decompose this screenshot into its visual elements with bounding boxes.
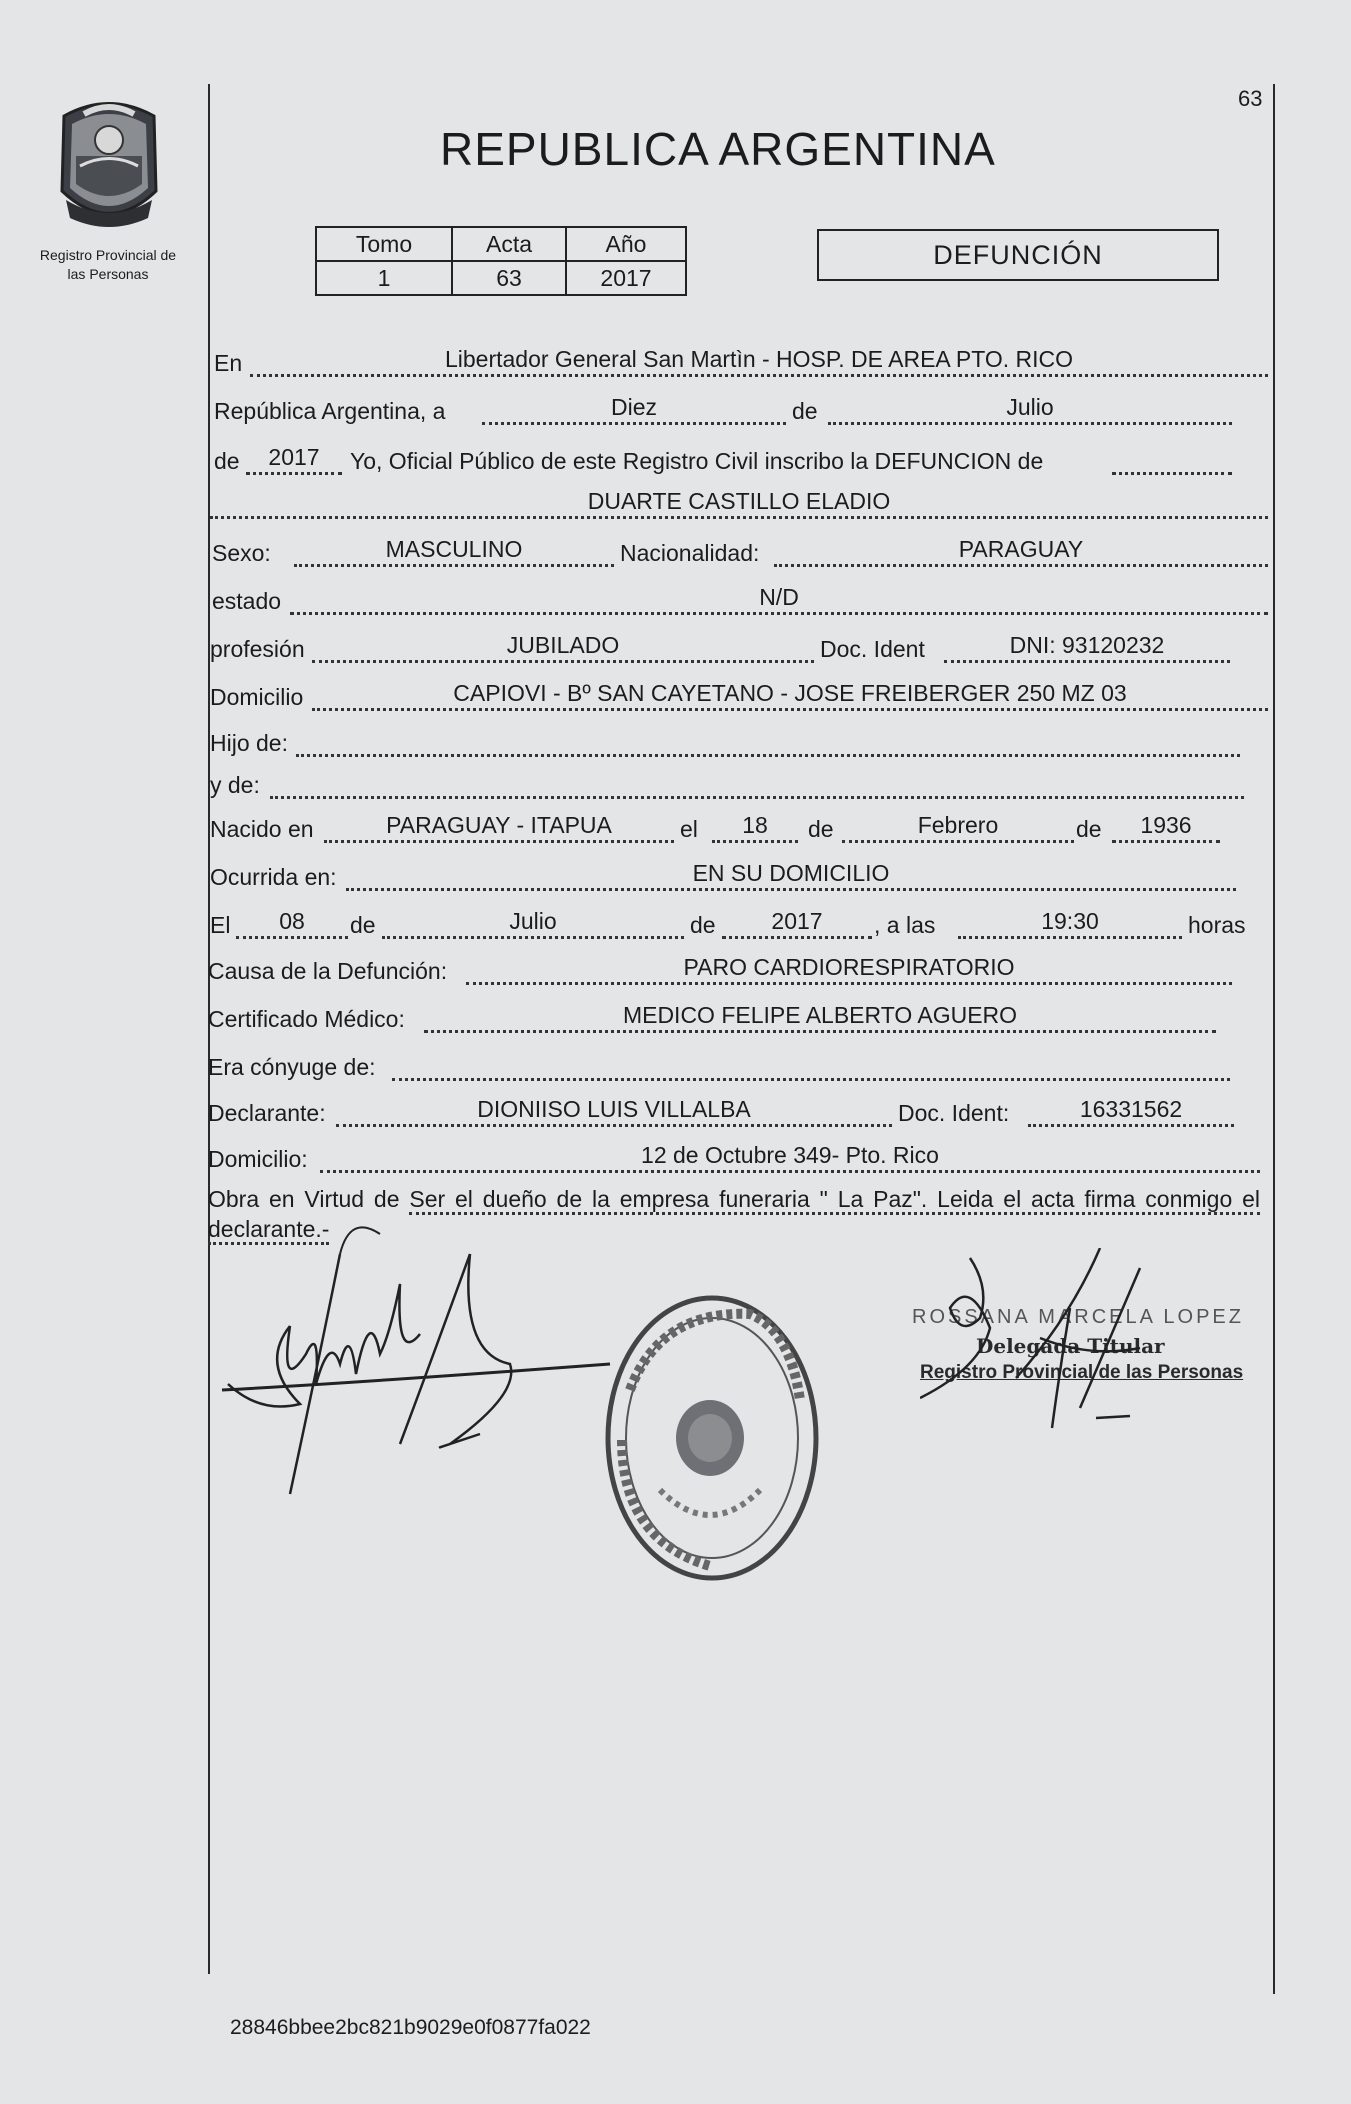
label-de-def-2: de xyxy=(690,912,716,938)
field-hijo-de xyxy=(296,724,1240,757)
field-y-de xyxy=(270,766,1244,799)
label-el: el xyxy=(680,816,698,842)
field-hora-defuncion: 19:30 xyxy=(958,906,1182,939)
page-title: REPUBLICA ARGENTINA xyxy=(440,123,996,175)
record-header-tomo: Tomo xyxy=(316,227,452,261)
label-de-1: de xyxy=(808,816,834,842)
field-doc-ident: DNI: 93120232 xyxy=(944,630,1230,663)
label-estado: estado xyxy=(212,588,282,614)
label-nacionalidad: Nacionalidad: xyxy=(620,540,760,566)
field-estado: N/D xyxy=(290,582,1268,615)
label-conyuge: Era cónyuge de: xyxy=(208,1054,376,1080)
registry-seal-icon xyxy=(600,1290,822,1586)
officer-signature xyxy=(920,1248,1220,1438)
field-ocurrida: EN SU DOMICILIO xyxy=(346,858,1236,891)
label-domicilio: Domicilio xyxy=(210,684,304,710)
obra-prefix: Obra en Virtud de xyxy=(208,1186,410,1212)
label-declarante: Declarante: xyxy=(208,1100,326,1126)
label-de-2: de xyxy=(1076,816,1102,842)
label-republica: República Argentina, a xyxy=(214,398,446,424)
registry-name xyxy=(18,246,198,284)
label-y-de: y de: xyxy=(210,772,260,798)
right-margin-line xyxy=(1273,84,1275,1994)
field-dia: Diez xyxy=(482,392,786,425)
field-certificado: MEDICO FELIPE ALBERTO AGUERO xyxy=(424,1000,1216,1033)
record-value-anio: 2017 xyxy=(566,261,686,295)
officer-name: ROSSANA MARCELA LOPEZ xyxy=(912,1306,1244,1328)
field-anio-nacimiento: 1936 xyxy=(1112,810,1220,843)
officer-organization: Registro Provincial de las Personas xyxy=(920,1362,1244,1383)
field-anio: 2017 xyxy=(246,442,342,475)
page-number: 63 xyxy=(1238,86,1263,111)
field-deceased-name: DUARTE CASTILLO ELADIO xyxy=(210,486,1268,519)
label-horas: horas xyxy=(1188,912,1246,938)
field-conyuge xyxy=(392,1048,1230,1081)
label-el-def: El xyxy=(210,912,231,938)
field-mes-nacimiento: Febrero xyxy=(842,810,1074,843)
label-de-anio: de xyxy=(214,448,240,474)
registry-name-line-2: las Personas xyxy=(67,266,149,282)
field-causa: PARO CARDIORESPIRATORIO xyxy=(466,952,1232,985)
declarant-signature xyxy=(220,1214,640,1504)
label-a-las: , a las xyxy=(874,912,936,938)
document-hash: 28846bbee2bc821b9029e0f0877fa022 xyxy=(230,2016,591,2039)
misiones-coat-of-arms-icon xyxy=(44,96,174,236)
officer-role: Delegada Titular xyxy=(976,1334,1165,1358)
field-mes-defuncion: Julio xyxy=(382,906,684,939)
label-domicilio-declarante: Domicilio: xyxy=(208,1146,308,1172)
field-mes: Julio xyxy=(828,392,1232,425)
record-header-anio: Año xyxy=(566,227,686,261)
act-type-box: DEFUNCIÓN xyxy=(817,229,1219,281)
record-value-tomo: 1 xyxy=(316,261,452,295)
label-sexo: Sexo: xyxy=(212,540,271,566)
field-anio-defuncion: 2017 xyxy=(722,906,872,939)
registry-name-line-1: Registro Provincial de xyxy=(39,247,177,263)
field-dia-nacimiento: 18 xyxy=(712,810,798,843)
field-dia-defuncion: 08 xyxy=(236,906,348,939)
record-header-acta: Acta xyxy=(452,227,566,261)
label-profesion: profesión xyxy=(210,636,305,662)
field-en: Libertador General San Martìn - HOSP. DE AREA PTO. RICO xyxy=(250,344,1268,377)
label-nacido-en: Nacido en xyxy=(210,816,314,842)
field-lugar-nacimiento: PARAGUAY - ITAPUA xyxy=(324,810,674,843)
label-ocurrida: Ocurrida en: xyxy=(210,864,337,890)
label-de-def-1: de xyxy=(350,912,376,938)
field-nacionalidad: PARAGUAY xyxy=(774,534,1268,567)
field-sexo: MASCULINO xyxy=(294,534,614,567)
field-domicilio-declarante: 12 de Octubre 349- Pto. Rico xyxy=(320,1140,1260,1173)
field-doc-declarante: 16331562 xyxy=(1028,1094,1234,1127)
field-blank-end xyxy=(1112,442,1232,475)
field-profesion: JUBILADO xyxy=(312,630,814,663)
label-hijo-de: Hijo de: xyxy=(210,730,288,756)
label-doc-ident: Doc. Ident xyxy=(820,636,925,662)
record-table xyxy=(315,226,687,296)
record-value-acta: 63 xyxy=(452,261,566,295)
label-en: En xyxy=(214,350,243,376)
label-causa: Causa de la Defunción: xyxy=(208,958,448,984)
label-certificado: Certificado Médico: xyxy=(208,1006,405,1032)
field-domicilio: CAPIOVI - Bº SAN CAYETANO - JOSE FREIBERGER 250 MZ 03 xyxy=(312,678,1268,711)
label-doc-declarante: Doc. Ident: xyxy=(898,1100,1010,1126)
label-de: de xyxy=(792,398,818,424)
inscription-text: Yo, Oficial Público de este Registro Civil inscribo la DEFUNCION de xyxy=(350,448,1044,474)
field-declarante: DIONIISO LUIS VILLALBA xyxy=(336,1094,892,1127)
obra-motivo: Ser el dueño de la empresa funeraria " La Paz". Leida el acta firma conmigo el declarante.- xyxy=(208,1186,1260,1245)
